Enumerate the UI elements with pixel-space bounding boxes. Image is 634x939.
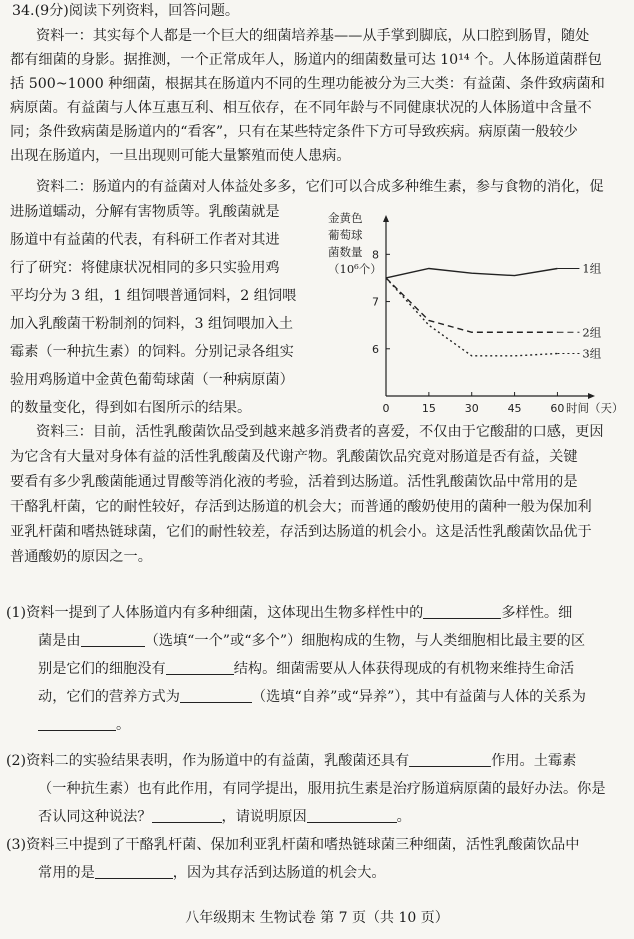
q1-line3: 别是它们的细胞没有 结构。细菌需要从人体获得现成的有机物来维持生命活 — [38, 661, 575, 677]
bacteria-line-chart — [328, 208, 628, 428]
q2-line3: 否认同这种说法？ ，请说明原因 。 — [38, 809, 411, 825]
answer-blank[interactable] — [81, 632, 145, 647]
answer-blank[interactable] — [166, 660, 234, 675]
q1-line2: 菌是由 （选填“一个”或“多个”）细胞构成的生物，与人类细胞相比最主要的区 — [38, 633, 586, 649]
m3-line: 干酪乳杆菌，它的耐性较好，存活到达肠道的机会大；而普通的酸奶使用的菌种一般为保加利 — [10, 499, 592, 515]
q1-line1: (1)资料一提到了人体肠道内有多种细菌，这体现出生物多样性中的 多样性。细 — [6, 605, 573, 621]
x-tick-label: 0 — [382, 402, 390, 415]
y-axis-label: 金黄色 — [328, 211, 363, 225]
m1-line: 都有细菌的身影。据推测，一个正常成年人，肠道内的细菌数量可达 10¹⁴ 个。人体肠道菌群包 — [10, 52, 602, 68]
q2-line1: (2)资料二的实验结果表明，作为肠道中的有益菌，乳酸菌还具有 作用。土霉素 — [6, 753, 577, 769]
y-axis-label: 菌数量 — [328, 245, 363, 259]
m1-line: 出现在肠道内，一旦出现则可能大量繁殖而使人患病。 — [10, 148, 351, 164]
m2-line: 霉素（一种抗生素）的饲料。分别记录各组实 — [10, 344, 294, 360]
m1-line: 同；条件致病菌是肠道内的“看客”，只有在某些特定条件下方可导致疾病。病原菌一般较少 — [10, 124, 578, 140]
x-axis-label: 时间（天） — [566, 401, 624, 415]
x-tick-label: 15 — [421, 402, 436, 415]
m3-line: 普通酸奶的原因之一。 — [10, 549, 152, 565]
m2-line: 平均分为 3 组，1 组饲喂普通饲料，2 组饲喂 — [10, 288, 297, 304]
y-tick-label: 8 — [372, 248, 379, 262]
x-tick-label: 45 — [507, 402, 522, 415]
m3-line: 资料三：目前，活性乳酸菌饮品受到越来越多消费者的喜爱，不仅由于它酸甜的口感，更因 — [36, 424, 604, 440]
question-number: 34.(9分)阅读下列资料，回答问题。 — [12, 3, 240, 19]
q1-line4: 动，它们的营养方式为 （选填“自养”或“异养”），其中有益菌与人体的关系为 — [38, 689, 586, 705]
answer-blank[interactable] — [38, 716, 116, 731]
series-line — [386, 278, 557, 332]
y-axis-arrow — [383, 215, 389, 222]
q1-line5: 。 — [38, 716, 634, 734]
m2-line: 资料二：肠道内的有益菌对人体益处多多，它们可以合成多种维生素，参与食物的消化，促 — [36, 179, 604, 195]
m2-line: 行了研究：将健康状况相同的多只实验用鸡 — [10, 260, 280, 276]
y-axis-label: （10⁶个） — [328, 262, 382, 276]
answer-blank[interactable] — [307, 808, 397, 823]
answer-blank[interactable] — [409, 752, 491, 767]
answer-blank[interactable] — [423, 604, 501, 619]
y-tick-label: 6 — [372, 342, 379, 356]
m1-line: 病原菌。有益菌与人体互惠互利、相互依存，在不同年龄与不同健康状况的人体肠道中含量不 — [10, 100, 592, 116]
x-tick-label: 30 — [464, 402, 479, 415]
page-footer: 八年级期末 生物试卷 第 7 页（共 10 页） — [185, 910, 449, 926]
m2-line: 加入乳酸菌干粉制剂的饲料，3 组饲喂加入土 — [10, 316, 294, 332]
m2-line: 的数量变化，得到如右图所示的结果。 — [10, 400, 252, 416]
y-axis-label: 葡萄球 — [328, 228, 363, 242]
m2-line: 肠道中有益菌的代表，有科研工作者对其进 — [10, 232, 280, 248]
m3-line: 要看有多少乳酸菌能通过胃酸等消化液的考验，活着到达肠道。活性乳酸菌饮品中常用的是 — [10, 474, 578, 490]
m2-line: 验用鸡肠道中金黄色葡萄球菌（一种病原菌） — [10, 372, 294, 388]
x-axis-arrow — [588, 393, 595, 399]
y-tick-label: 7 — [372, 295, 379, 309]
series-label: 2组 — [582, 325, 602, 340]
q3-line2: 常用的是 ，因为其存活到达肠道的机会大。 — [38, 865, 386, 881]
m3-line: 亚乳杆菌和嗜热链球菌，它们的耐性较差，存活到达肠道的机会小。这是活性乳酸菌饮品优于 — [10, 524, 592, 540]
series-line — [386, 278, 557, 356]
x-tick-label: 60 — [550, 402, 565, 415]
series-line — [386, 269, 557, 278]
answer-blank[interactable] — [180, 688, 252, 703]
series-label: 3组 — [582, 346, 602, 361]
series-label: 1组 — [582, 261, 602, 276]
m1-line: 括 500~1000 种细菌，根据其在肠道内不同的生理功能被分为三大类：有益菌、条件致病菌和 — [10, 76, 605, 92]
m2-line: 进肠道蠕动，分解有害物质等。乳酸菌就是 — [10, 204, 280, 220]
q3-line1: (3)资料三中提到了干酪乳杆菌、保加利亚乳杆菌和嗜热链球菌三种细菌，活性乳酸菌饮品中 — [6, 837, 580, 853]
m3-line: 为它含有大量对身体有益的活性乳酸菌及代谢产物。乳酸菌饮品究竟对肠道是否有益，关键 — [10, 449, 578, 465]
q2-line2: （一种抗生素）也有此作用，有同学提出，服用抗生素是治疗肠道病原菌的最好办法。你是 — [38, 781, 606, 797]
answer-blank[interactable] — [95, 864, 173, 879]
answer-blank[interactable] — [152, 808, 222, 823]
m1-line: 资料一：其实每个人都是一个巨大的细菌培养基——从手掌到脚底，从口腔到肠胃，随处 — [36, 28, 590, 44]
